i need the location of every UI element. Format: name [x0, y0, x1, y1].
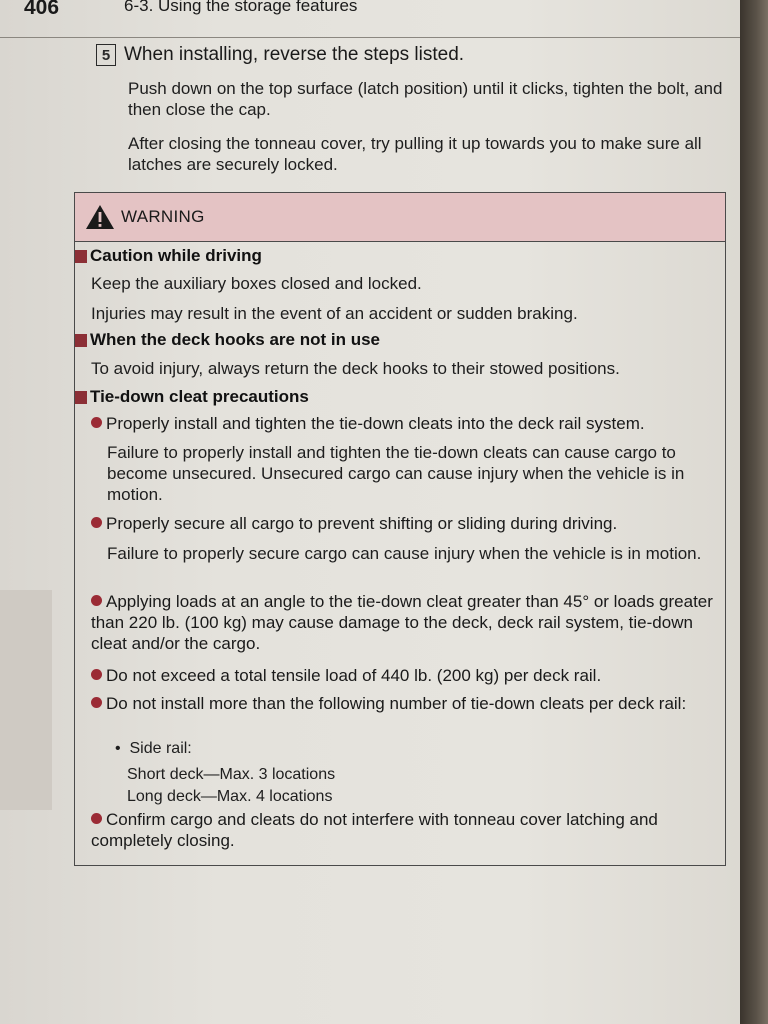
chapter-tab [0, 590, 52, 810]
page-header [24, 0, 724, 22]
section-heading-text: Tie-down cleat precautions [90, 387, 309, 406]
bullet-item [91, 693, 716, 714]
step-title: When installing, reverse the steps listed. [124, 44, 465, 65]
header-divider [0, 37, 740, 38]
section-line: Injuries may result in the event of an accident or sudden braking. [91, 304, 578, 323]
bullet-detail: Failure to properly secure cargo can cause injury when the vehicle is in motion. [107, 544, 702, 563]
bullet-item [91, 591, 716, 654]
sub-item-label: Side rail: [129, 740, 192, 757]
bullet-text: Do not exceed a total tensile load of 440 lb. (200 kg) per deck rail. [106, 666, 602, 685]
bullet-detail: Failure to properly install and tighten the tie-down cleats can cause cargo to become unsecured. Unsecured cargo can cause injury when the vehicle is in motion. [107, 443, 685, 504]
bullet-dot-icon [91, 417, 102, 428]
section-marker-icon [75, 334, 87, 347]
warning-box [74, 192, 726, 866]
section-heading [75, 330, 380, 350]
bullet-text: Do not install more than the following number of tie-down cleats per deck rail: [106, 694, 687, 713]
bullet-item [91, 413, 711, 434]
section-marker-icon [75, 250, 87, 263]
step-paragraph: Push down on the top surface (latch position) until it clicks, tighten the bolt, and then close the cap. [128, 79, 723, 119]
bullet-dot-icon [91, 697, 102, 708]
warning-header [75, 193, 725, 242]
section-heading [75, 387, 309, 407]
warning-title: WARNING [121, 207, 205, 226]
page-edge [740, 0, 768, 1024]
step-number-box: 5 [96, 44, 116, 66]
section-marker-icon [75, 391, 87, 404]
bullet-dot-icon [91, 517, 102, 528]
bullet-text: Applying loads at an angle to the tie-down cleat greater than 45° or loads greater than 220 lb. (100 kg) may cause damage to the deck, deck rail system, tie-down cleat and/or the cargo. [91, 592, 713, 653]
sub-item [115, 739, 192, 759]
bullet-dot-icon [91, 595, 102, 606]
bullet-text: Confirm cargo and cleats do not interfere with tonneau cover latching and completely closing. [91, 810, 658, 850]
bullet-item [91, 809, 716, 851]
section-line: Keep the auxiliary boxes closed and locked. [91, 274, 422, 293]
bullet-dot-icon [91, 813, 102, 824]
sub-item-line: Long deck—Max. 4 locations [127, 788, 333, 805]
warning-triangle-icon [85, 203, 115, 231]
section-line: To avoid injury, always return the deck hooks to their stowed positions. [91, 359, 620, 378]
section-title: 6-3. Using the storage features [124, 0, 358, 15]
section-heading-text: When the deck hooks are not in use [90, 330, 380, 349]
bullet-item [91, 513, 711, 534]
bullet-text: Properly install and tighten the tie-down cleats into the deck rail system. [106, 414, 645, 433]
bullet-item [91, 665, 711, 686]
page-number: 406 [24, 0, 60, 19]
sub-bullet-icon: • [115, 740, 130, 757]
section-heading-text: Caution while driving [90, 246, 262, 265]
section-heading [75, 246, 262, 266]
step-heading [96, 44, 716, 66]
bullet-text: Properly secure all cargo to prevent shifting or sliding during driving. [106, 514, 618, 533]
sub-item-line: Short deck—Max. 3 locations [127, 766, 336, 783]
bullet-dot-icon [91, 669, 102, 680]
step-paragraph: After closing the tonneau cover, try pulling it up towards you to make sure all latches are securely locked. [128, 134, 702, 174]
